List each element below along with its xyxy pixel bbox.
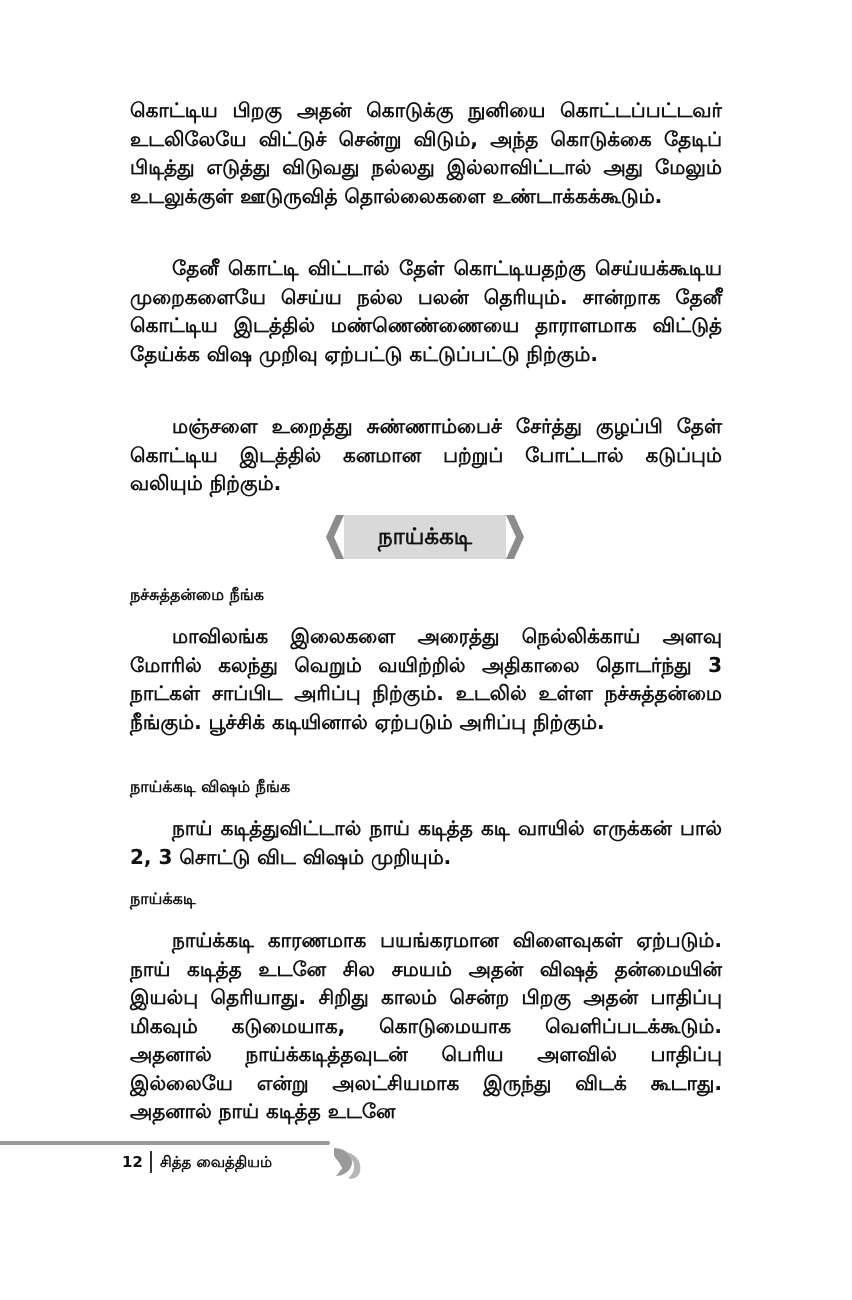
footer-divider (150, 1151, 152, 1173)
paragraph-text: கொட்டிய பிறகு அதன் கொடுக்கு நுனியை கொட்டப்பட்டவர் உடலிலேயே விட்டுச் சென்று விடும், அந்த கொடுக்கை தேடிப் பிடித்து எடுத்து விடுவது நல்லது இல்லாவிட்டால் அது மேலும் உடலுக்குள் ஊடுருவித் தொல்லைகளை உண்டாக்கக்கூடும். (130, 98, 722, 208)
leaf-ornament-icon (326, 1142, 366, 1182)
paragraph-text: நாய்க்கடி காரணமாக பயங்கரமான விளைவுகள் ஏற்படும். நாய் கடித்த உடனே சில சமயம் அதன் விஷத் தன்மையின் இயல்பு தெரியாது. சிறிது காலம் சென்ற பிறகு அதன் பாதிப்பு மிகவும் கடுமையாக, கொடுமையாக வெளிப்படக்கூடும். அதனால் நாய்க்கடித்தவுடன் பெரிய அளவில் பாதிப்பு இல்லையே என்று அலட்சியமாக இருந்து விடக் கூடாது. அதனால் நாய் கடித்த உடனே (130, 928, 722, 1123)
paragraph-bee-sting-2 (130, 254, 722, 368)
running-footer-title: சித்த வைத்தியம் (160, 1153, 273, 1171)
section-title: நாய்க்கடி (377, 524, 473, 550)
footer-rule (0, 1141, 330, 1145)
paragraph-erukkan-remedy (130, 814, 722, 871)
subheading-poison-removal: நச்சுத்தன்மை நீங்க (130, 585, 265, 604)
paragraph-mavilanga-remedy (130, 622, 722, 736)
paragraph-turmeric-remedy (130, 412, 722, 498)
paragraph-text: தேனீ கொட்டி விட்டால் தேள் கொட்டியதற்கு செய்யக்கூடிய முறைகளையே செய்ய நல்ல பலன் தெரியும். சான்றாக தேனீ கொட்டிய இடத்தில் மண்ணெண்ணையை தாராளமாக விட்டுத் தேய்க்க விஷ முறிவு ஏற்பட்டு கட்டுப்பட்டு நிற்கும். (130, 256, 722, 366)
section-heading-banner (320, 513, 530, 561)
paragraph-text: நாய் கடித்துவிட்டால் நாய் கடித்த கடி வாயில் எருக்கன் பால் 2, 3 சொட்டு விட விஷம் முறியும். (130, 816, 722, 869)
subheading-dog-bite-poison: நாய்க்கடி விஷம் நீங்க (130, 777, 291, 796)
paragraph-bee-sting-1 (130, 96, 722, 210)
paragraph-text: மஞ்சளை உறைத்து சுண்ணாம்பைச் சேர்த்து குழப்பி தேள் கொட்டிய இடத்தில் கனமான பற்றுப் போட்டால் கடுப்பும் வலியும் நிற்கும். (130, 414, 722, 495)
page-number: 12 (122, 1153, 143, 1171)
subheading-dog-bite: நாய்க்கடி (130, 889, 196, 908)
paragraph-text: மாவிலங்க இலைகளை அரைத்து நெல்லிக்காய் அளவு மோரில் கலந்து வெறும் வயிற்றில் அதிகாலை தொடர்ந்து 3 நாட்கள் சாப்பிட அரிப்பு நிற்கும். உடலில் உள்ள நச்சுத்தன்மை நீங்கும். பூச்சிக் கடியினால் ஏற்படும் அரிப்பு நிற்கும். (130, 624, 722, 734)
paragraph-dog-bite-effects (130, 926, 722, 1126)
